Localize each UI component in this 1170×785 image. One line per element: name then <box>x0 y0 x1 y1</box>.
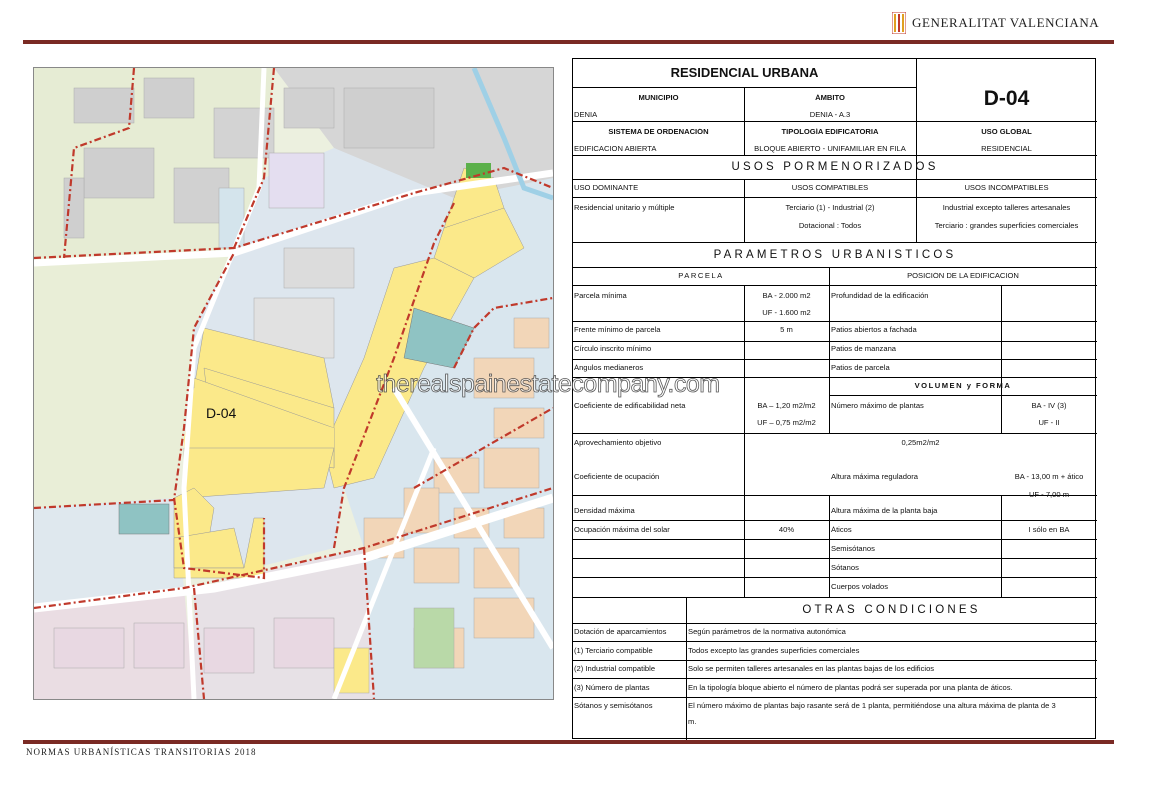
otras-title: OTRAS CONDICIONES <box>802 604 981 616</box>
otras-text-4-cont: m. <box>688 718 697 726</box>
num-plantas-ba: BA - IV (3) <box>1031 402 1067 410</box>
ocupacion-value: 40% <box>778 526 795 534</box>
header-rule <box>23 40 1114 44</box>
parcela-minima-label: Parcela mínima <box>574 292 627 300</box>
num-plantas-uf: UF - II <box>1038 419 1060 427</box>
profundidad-label: Profundidad de la edificación <box>831 292 929 300</box>
brand-header <box>892 12 1099 34</box>
altura-pb-label: Altura máxima de la planta baja <box>831 507 938 515</box>
aprovechamiento-label: Aprovechamiento objetivo <box>574 439 662 447</box>
uso-global-label: USO GLOBAL <box>981 128 1032 136</box>
semisotanos-label: Semisótanos <box>831 545 875 553</box>
sotanos-label: Sótanos <box>831 564 859 572</box>
uso-global-value: RESIDENCIAL <box>981 145 1032 153</box>
otras-label-3: (3) Número de plantas <box>574 684 650 692</box>
ambito-label: ÁMBITO <box>815 94 845 102</box>
ocupacion-label: Ocupación máxima del solar <box>574 526 670 534</box>
compatibles-line-2: Dotacional : Todos <box>798 222 862 230</box>
incompatibles-line-2: Terciario : grandes superficies comerciales <box>934 222 1079 230</box>
coef-edif-ba: BA – 1,20 m2/m2 <box>757 402 816 410</box>
angulos-label: Ángulos medianeros <box>574 364 644 372</box>
frente-value: 5 m <box>780 326 793 334</box>
compatibles-line-1: Terciario (1) - Industrial (2) <box>785 204 875 212</box>
parametros-title: PARÁMETROS URBANÍSTICOS <box>713 249 957 261</box>
patios-parcela-label: Patios de parcela <box>831 364 890 372</box>
parcela-minima-uf: UF - 1.600 m2 <box>762 309 811 317</box>
brand-name: GENERALITAT VALENCIANA <box>912 15 1100 30</box>
otras-text-3: En la tipología bloque abierto el número de plantas podrá ser superada por una planta de áticos. <box>688 684 1013 692</box>
circulo-label: Círculo inscrito mínimo <box>574 345 652 353</box>
densidad-label: Densidad máxima <box>574 507 635 515</box>
uso-dominante-label: USO DOMINANTE <box>574 184 639 192</box>
zoning-map <box>33 67 554 700</box>
uso-dominante-value: Residencial unitario y múltiple <box>574 204 675 212</box>
patios-fachada-label: Patios abiertos a fachada <box>831 326 917 334</box>
otras-text-0: Según parámetros de la normativa autonómica <box>688 628 846 636</box>
sistema-value: EDIFICACION ABIERTA <box>574 145 657 153</box>
otras-label-4: Sótanos y semisótanos <box>574 702 653 710</box>
incompatibles-line-1: Industrial excepto talleres artesanales <box>942 204 1071 212</box>
altura-uf: UF - 7,00 m <box>1028 491 1070 499</box>
tipologia-value: BLOQUE ABIERTO - UNIFAMILIAR EN FILA <box>754 145 906 153</box>
volumen-label: VOLUMEN y FORMA <box>914 382 1012 390</box>
municipio-label: MUNICIPIO <box>638 94 679 102</box>
frente-label: Frente mínimo de parcela <box>574 326 661 334</box>
otras-text-1: Todos excepto las grandes superficies comerciales <box>688 647 860 655</box>
altura-ba: BA - 13,00 m + ático <box>1014 473 1084 481</box>
coef-ocup-label: Coeficiente de ocupación <box>574 473 660 481</box>
footer-rule <box>23 740 1114 744</box>
parcela-label: PARCELA <box>678 272 724 280</box>
ambito-value: DENIA - A.3 <box>809 111 851 119</box>
aticos-label: Áticos <box>831 526 852 534</box>
patios-manzana-label: Patios de manzana <box>831 345 897 353</box>
sheet-code: D-04 <box>983 87 1030 110</box>
tipologia-label: TIPOLOGÍA EDIFICATORIA <box>781 128 879 136</box>
zoning-sheet <box>572 58 1096 739</box>
otras-text-4: El número máximo de plantas bajo rasante será de 1 planta, permitiéndose una altura máxima de planta de 3 <box>688 702 1056 710</box>
usos-incompatibles-label: USOS INCOMPATIBLES <box>964 184 1049 192</box>
parcela-minima-ba: BA - 2.000 m2 <box>762 292 811 300</box>
municipio-value: DENIA <box>574 111 598 119</box>
zone-label: D-04 <box>206 405 237 421</box>
coef-edif-label: Coeficiente de edificabilidad neta <box>574 402 686 410</box>
watermark: therealspainestatecompany.com <box>376 370 720 398</box>
aticos-value: I sólo en BA <box>1028 526 1070 534</box>
otras-label-0: Dotación de aparcamientos <box>574 628 667 636</box>
cuerpos-label: Cuerpos volados <box>831 583 888 591</box>
sheet-title: RESIDENCIAL URBANA <box>670 66 819 80</box>
otras-text-2: Solo se permiten talleres artesanales en las plantas bajas de los edificios <box>688 665 935 673</box>
otras-label-2: (2) Industrial compatible <box>574 665 656 673</box>
usos-compatibles-label: USOS COMPATIBLES <box>791 184 869 192</box>
altura-label: Altura máxima reguladora <box>831 473 918 481</box>
map-drawing <box>34 68 553 699</box>
sistema-label: SISTEMA DE ORDENACIÓN <box>608 128 709 136</box>
generalitat-emblem-icon <box>892 12 906 34</box>
num-plantas-label: Número máximo de plantas <box>831 402 924 410</box>
otras-label-1: (1) Terciario compatible <box>574 647 653 655</box>
footer-text: NORMAS URBANÍSTICAS TRANSITORIAS 2018 <box>26 747 257 757</box>
usos-title: USOS PORMENORIZADOS <box>731 161 939 173</box>
coef-edif-uf: UF – 0,75 m2/m2 <box>757 419 816 427</box>
posicion-label: POSICIÓN DE LA EDIFICACION <box>907 272 1019 280</box>
aprovechamiento-value: 0,25m2/m2 <box>901 439 940 447</box>
